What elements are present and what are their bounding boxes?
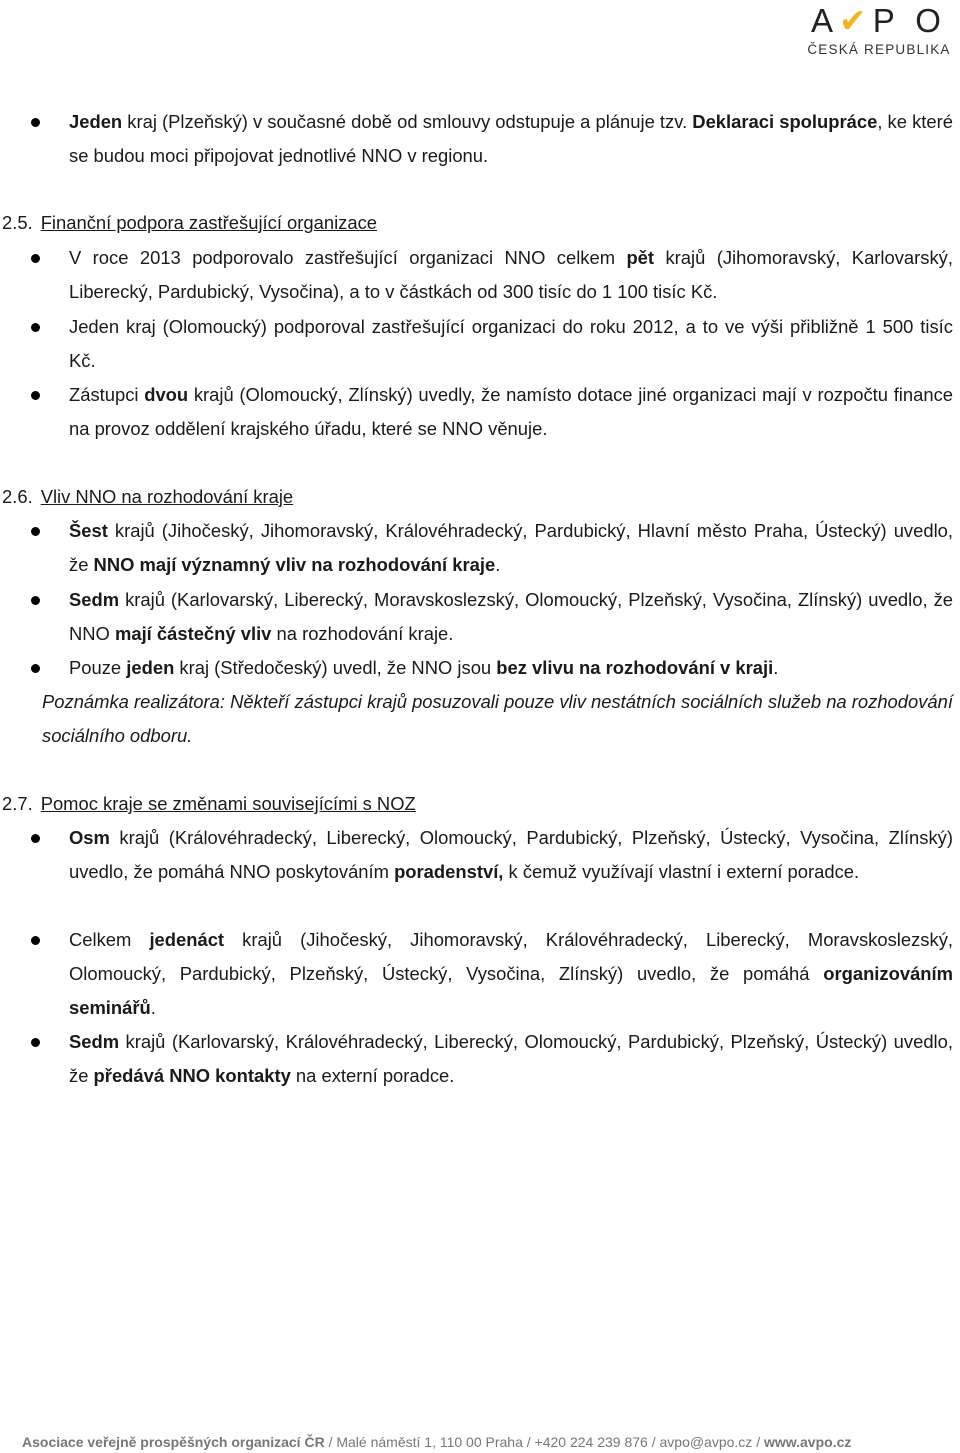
bullet-support-2013: V roce 2013 podporovalo zastřešující organizaci NNO celkem pět krajů (Jihomoravský, Karlovarský, Liberecký, Pardubický, Vysočina), a to v částkách od 300 tisíc do 1 100 tisíc Kč. [69, 241, 953, 309]
logo-letters-po: P O [872, 2, 947, 39]
section-heading-2-5 [2, 206, 377, 240]
bullet-six-regions-influence: Šest krajů (Jihočeský, Jihomoravský, Královéhradecký, Pardubický, Hlavní město Praha, Ústecký) uvedlo, že NNO mají významný vliv na rozhodování kraje. [69, 514, 953, 582]
avpo-logo [804, 2, 954, 57]
bullet-two-regions-budget: Zástupci dvou krajů (Olomoucký, Zlínský) uvedly, že namísto dotace jiné organizaci mají v rozpočtu finance na provoz oddělení krajského úřadu, které se NNO věnuje. [69, 378, 953, 446]
bullet-eleven-regions-seminars: Celkem jedenáct krajů (Jihočeský, Jihomoravský, Královéhradecký, Liberecký, Moravskoslezský, Olomoucký, Pardubický, Plzeňský, Ústecký, Vysočina, Zlínský) uvedlo, že pomáhá organizováním seminářů. [69, 923, 953, 1025]
section-heading-2-7 [2, 787, 416, 821]
page-footer [22, 1434, 922, 1450]
implementer-note: Poznámka realizátora: Někteří zástupci krajů posuzovali pouze vliv nestátních sociálních služeb na rozhodování sociálního odboru. [42, 691, 953, 746]
section-title: Pomoc kraje se změnami souvisejícími s NOZ [40, 793, 416, 814]
logo-check-icon: ✔ [839, 2, 873, 39]
bullet-seven-regions-contacts: Sedm krajů (Karlovarský, Královéhradecký, Liberecký, Olomoucký, Pardubický, Plzeňský, Ústecký) uvedlo, že předává NNO kontakty na externí poradce. [69, 1025, 953, 1093]
logo-subtitle: ČESKÁ REPUBLIKA [807, 42, 951, 57]
section-title: Vliv NNO na rozhodování kraje [40, 486, 294, 507]
section-heading-2-6 [2, 480, 293, 514]
logo-letter-a: A [811, 2, 840, 39]
bullet-eight-regions-advisory: Osm krajů (Královéhradecký, Liberecký, Olomoucký, Pardubický, Plzeňský, Ústecký, Vysočina, Zlínský) uvedlo, že pomáhá NNO poskytováním poradenství, k čemuž využívají vlastní i externí poradce. [69, 821, 953, 889]
section-number: 2.7. [2, 793, 33, 814]
section-title: Finanční podpora zastřešující organizace [40, 212, 378, 233]
bullet-one-region-none: Pouze jeden kraj (Středočeský) uvedl, že NNO jsou bez vlivu na rozhodování v kraji. [69, 651, 953, 685]
bullet-plzen-declaration: Jeden kraj (Plzeňský) v současné době od smlouvy odstupuje a plánuje tzv. Deklaraci spolupráce, ke které se budou moci připojovat jednotlivé NNO v regionu. [69, 105, 953, 173]
footer-contact: / Malé náměstí 1, 110 00 Praha / +420 224 239 876 / avpo@avpo.cz / [324, 1434, 764, 1450]
footer-organization: Asociace veřejně prospěšných organizací ČR [22, 1434, 325, 1450]
bullet-seven-regions-partial: Sedm krajů (Karlovarský, Liberecký, Moravskoslezský, Olomoucký, Plzeňský, Vysočina, Zlínský) uvedlo, že NNO mají částečný vliv na rozhodování kraje. [69, 583, 953, 651]
bullet-olomouc-support: Jeden kraj (Olomoucký) podporoval zastřešující organizaci do roku 2012, a to ve výši přibližně 1 500 tisíc Kč. [69, 310, 953, 378]
logo-mark [804, 2, 954, 40]
section-number: 2.6. [2, 486, 33, 507]
footer-website-link[interactable]: www.avpo.cz [763, 1434, 852, 1450]
section-number: 2.5. [2, 212, 33, 233]
